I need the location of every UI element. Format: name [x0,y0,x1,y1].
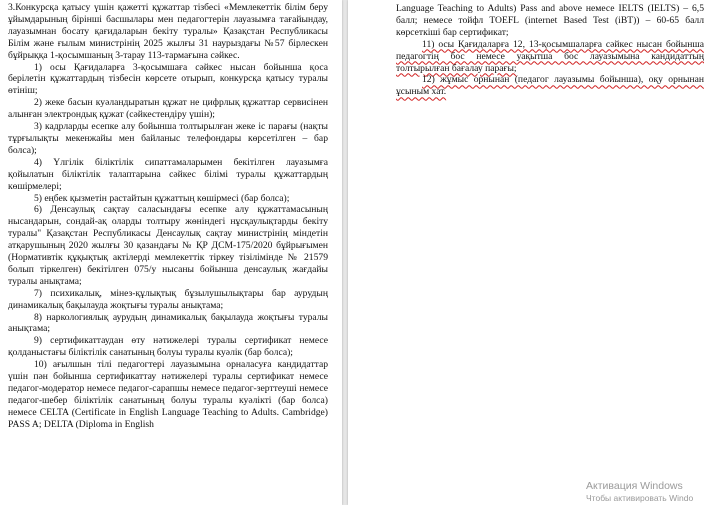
paragraph-continuation: Language Teaching to Adults) Pass and above немесе IELTS (IELTS) – 6,5 балл; немесе тойфл TOEFL (internet Based Test (iBT)) – 60-65 балл көрсеткіші бар сертификат; [396,3,704,38]
list-item-9: 9) сертификаттаудан өту нәтижелері туралы сертификат немесе қолданыстағы біліктілік санатының болуы туралы куәлік (бар болса); [8,335,328,359]
watermark-title: Активация Windows [586,480,683,492]
list-item-8: 8) наркологиялық аурудың динамикалық бақылауда жоқтығы туралы анықтама; [8,311,328,335]
paragraph-intro: 3.Конкурсқа қатысу үшін қажетті құжаттар тізбесі «Мемлекеттік білім беру ұйымдарының бірінші басшылары мен педагогтерін лауазымға тағайындау, лауазымнан босату қағидаларын бекіту туралы» Қазақстан Республикасы Білім және ғылым министрінің 2025 жылғы 31 наурыздағы №57 бірлескен бұйрыққа 1-қосымшаның 3-тарау 113-тармағына сәйкес. [8,2,328,61]
list-item-12: 12) жұмыс орнынан (педагог лауазымы бойынша), оқу орнынан ұсыным хат. [396,74,704,98]
list-item-6: 6) Денсаулық сақтау саласындағы есепке алу құжаттамасының нысандарын, сондай-ақ оларды толтыру жөніндегі нұсқаулықтарды бекіту туралы" Қазақстан Республикасы Денсаулық сақтау министрінің міндетін атқарушының 2020 жылғы 30 қазандағы № ҚР ДСМ-175/2020 бұйрығымен (Нормативтік құқықтық актілерді мемлекеттік тіркеу тізілімінде № 21579 болып тіркелген) бекітілген 075/у нысаны бойынша денсаулық жағдайы туралы анықтама; [8,204,328,287]
document-page-right [348,0,720,505]
list-item-3: 3) кадрларды есепке алу бойынша толтырылған жеке іс парағы (нақты тұрғылықты мекенжайы мен байланыс телефондары көрсетілген – бар болса); [8,121,328,156]
list-item-4: 4) Үлгілік біліктілік сипаттамаларымен бекітілген лауазымға қойылатын біліктілік талаптарына сәйкес білімі туралы құжаттардың көшірмелері; [8,156,328,192]
list-item-10: 10) ағылшын тілі педагогтері лауазымына орналасуға кандидаттар үшін пән бойынша сертификаттау нәтижелері туралы сертификат немесе педагог-модератор немесе педагог-сарапшы немесе педагог-зерттеуші немесе педагог-шебер біліктілік санатының болуы туралы куәлікті (бар болса) немесе CELTA (Certificate in English Language Teaching to Adults. Cambridge) PASS A; DELTA (Diploma in English [8,359,328,430]
list-item-2: 2) жеке басын куәландыратын құжат не цифрлық құжаттар сервисінен алынған электрондық құжат (сәйкестендіру үшін); [8,97,328,121]
watermark-subtitle: Чтобы активировать Windo [586,493,694,503]
document-page-left [0,0,342,505]
list-item-7: 7) психикалық, мінез-құлықтық бұзылушылықтары бар аурудың динамикалық бақылауда жоқтығы туралы анықтама; [8,287,328,311]
list-item-1: 1) осы Қағидаларға 3-қосымшаға сәйкес нысан бойынша қоса берілетін құжаттардың тізбесін көрсете отырып, конкурсқа қатысу туралы өтініш; [8,61,328,97]
list-item-5: 5) еңбек қызметін растайтын құжаттың көшірмесі (бар болса); [34,192,290,204]
list-item-11: 11) осы Қағидаларға 12, 13-қосымшаларға сәйкес нысан бойынша педагогтің бос немесе уақытша бос лауазымына кандидаттың толтырылған бағалау парағы; [396,38,704,74]
windows-activation-watermark [586,480,716,503]
